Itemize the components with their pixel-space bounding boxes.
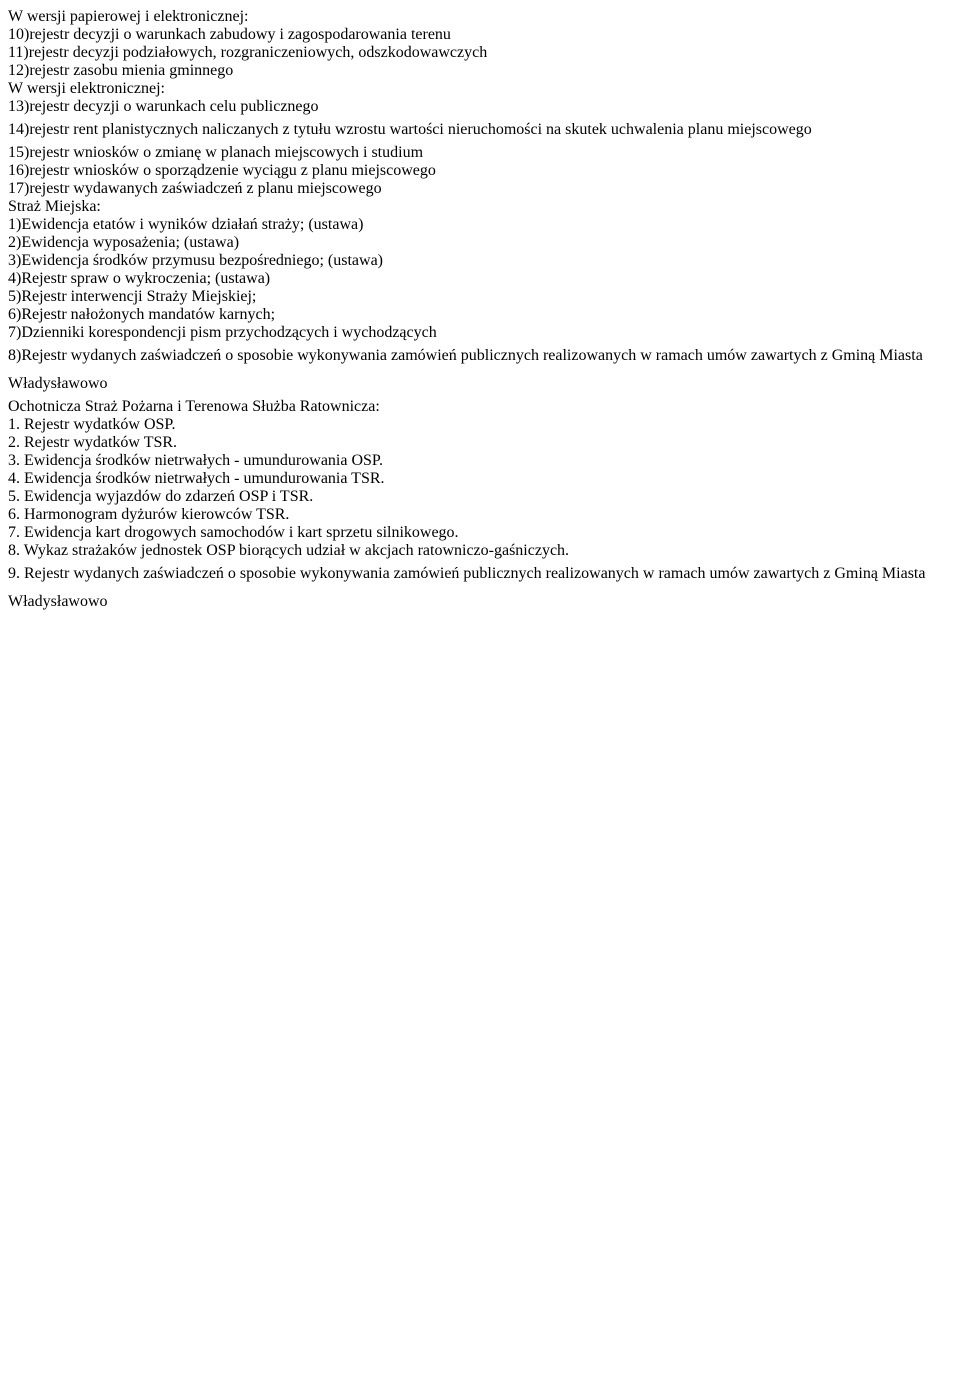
list-item-osp-9-line-1: 9. Rejestr wydanych zaświadczeń o sposobie wykonywania zamówień publicznych realizowanych w (8, 565, 655, 582)
list-text: Ewidencja środków przymusu bezpośredniego; (ustawa) (21, 252, 383, 269)
list-item-osp-4: 4. Ewidencja środków nietrwałych - umundurowania TSR. (8, 470, 385, 487)
list-number: 7) (8, 324, 22, 341)
list-item-14 (8, 116, 952, 144)
list-item-sm-1 (8, 216, 952, 234)
list-item-11: 11)rejestr decyzji podziałowych, rozgraniczeniowych, odszkodowawczych (8, 44, 488, 61)
list-item-osp-9-line-2: ramach umów zawartych z Gminą Miasta Władysławowo (8, 565, 926, 610)
list-number: 8) (8, 347, 22, 364)
list-item-osp-3: 3. Ewidencja środków nietrwałych - umundurowania OSP. (8, 452, 384, 469)
heading-straz-miejska: Straż Miejska: (8, 198, 101, 215)
list-number: 4) (8, 270, 22, 287)
list-number: 5) (8, 288, 22, 305)
list-item-osp-5: 5. Ewidencja wyjazdów do zdarzeń OSP i TSR. (8, 488, 314, 505)
list-item-16: 16)rejestr wniosków o sporządzenie wyciągu z planu miejscowego (8, 162, 436, 179)
list-item-sm-2 (8, 234, 952, 252)
list-item-sm-7 (8, 324, 952, 342)
list-item-sm-8 (8, 342, 952, 398)
list-number: 3) (8, 252, 22, 269)
list-item-sm-8-line-2: ramach umów zawartych z Gminą Miasta Władysławowo (8, 347, 923, 392)
list-number: 6) (8, 306, 22, 323)
list-item-osp-8: 8. Wykaz strażaków jednostek OSP biorących udział w akcjach ratowniczo-gaśniczych. (8, 542, 570, 559)
heading-osp-tsr: Ochotnicza Straż Pożarna i Terenowa Służba Ratownicza: (8, 398, 380, 415)
list-text: Rejestr interwencji Straży Miejskiej; (21, 288, 257, 305)
list-number: 2) (8, 234, 22, 251)
list-number: 1) (8, 216, 22, 233)
label-electronic-only: W wersji elektronicznej: (8, 80, 165, 97)
list-item-14-line-2: uchwalenia planu miejscowego (610, 121, 812, 138)
list-item-osp-7: 7. Ewidencja kart drogowych samochodów i kart sprzetu silnikowego. (8, 524, 459, 541)
document-page (8, 8, 952, 616)
list-text: Rejestr nałożonych mandatów karnych; (21, 306, 276, 323)
list-item-15: 15)rejestr wniosków o zmianę w planach miejscowych i studium (8, 144, 424, 161)
list-item-osp-6: 6. Harmonogram dyżurów kierowców TSR. (8, 506, 290, 523)
list-item-10: 10)rejestr decyzji o warunkach zabudowy i zagospodarowania terenu (8, 26, 451, 43)
list-item-sm-6 (8, 306, 952, 324)
list-item-sm-8-line-1 (8, 347, 652, 364)
list-item-12: 12)rejestr zasobu mienia gminnego (8, 62, 234, 79)
label-paper-and-electronic: W wersji papierowej i elektronicznej: (8, 8, 249, 25)
list-text: Ewidencja wyposażenia; (ustawa) (21, 234, 240, 251)
list-item-sm-4 (8, 270, 952, 288)
list-text: Rejestr spraw o wykroczenia; (ustawa) (21, 270, 271, 287)
list-item-osp-1: 1. Rejestr wydatków OSP. (8, 416, 176, 433)
list-text: Dzienniki korespondencji pism przychodzących i wychodzących (21, 324, 437, 341)
list-item-sm-3 (8, 252, 952, 270)
list-text: Rejestr wydanych zaświadczeń o sposobie wykonywania zamówień publicznych realizowanych w (21, 347, 652, 364)
list-item-13: 13)rejestr decyzji o warunkach celu publicznego (8, 98, 319, 115)
list-item-osp-2: 2. Rejestr wydatków TSR. (8, 434, 178, 451)
list-item-14-line-1: 14)rejestr rent planistycznych naliczanych z tytułu wzrostu wartości nieruchomości na skutek (8, 121, 607, 138)
list-item-sm-5 (8, 288, 952, 306)
list-text: Ewidencja etatów i wyników działań straży; (ustawa) (21, 216, 364, 233)
list-item-17: 17)rejestr wydawanych zaświadczeń z planu miejscowego (8, 180, 382, 197)
list-item-osp-9 (8, 560, 952, 616)
